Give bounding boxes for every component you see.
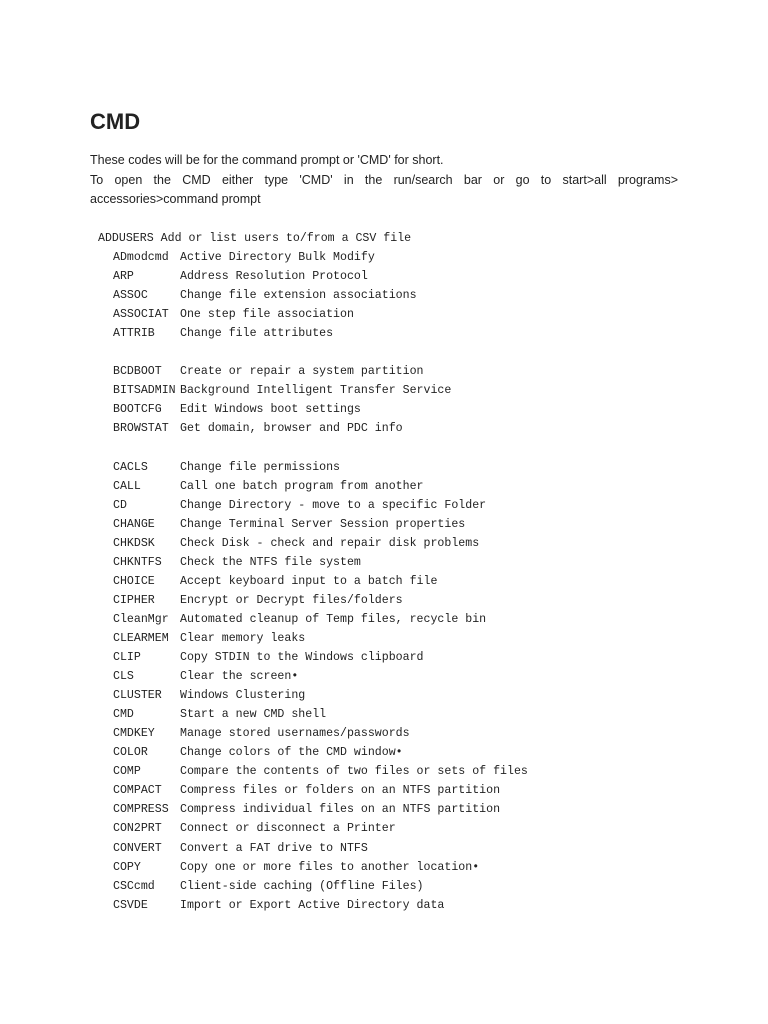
command-name: ADDUSERS — [98, 232, 154, 245]
command-row — [98, 610, 528, 629]
command-name: COMPRESS — [113, 803, 169, 817]
command-description: Convert a FAT drive to NTFS — [180, 841, 368, 855]
command-description: Compress individual files on an NTFS partition — [180, 803, 501, 817]
command-description: Clear the screen• — [180, 670, 299, 684]
command-row — [98, 629, 528, 648]
command-name: CALL — [113, 479, 141, 493]
command-row — [98, 667, 528, 686]
command-name: CMDKEY — [113, 727, 155, 741]
command-row — [98, 305, 528, 324]
command-description: Compress files or folders on an NTFS partition — [180, 784, 501, 798]
command-description: Check the NTFS file system — [180, 555, 361, 569]
command-description: Windows Clustering — [180, 689, 306, 703]
command-description: Background Intelligent Transfer Service — [180, 384, 452, 398]
intro-line-1: These codes will be for the command prompt or 'CMD' for short. — [90, 153, 444, 167]
command-name: ADmodcmd — [113, 251, 169, 265]
command-description: Call one batch program from another — [180, 479, 424, 493]
command-row — [98, 515, 528, 534]
command-name: BOOTCFG — [113, 403, 162, 417]
command-description: One step file association — [180, 308, 354, 322]
command-description: Change file permissions — [180, 460, 341, 474]
command-description: Add or list users to/from a CSV file — [160, 232, 412, 245]
command-description: Encrypt or Decrypt files/folders — [180, 593, 403, 607]
command-name: CSCcmd — [113, 879, 155, 893]
command-name: BCDBOOT — [113, 365, 162, 379]
command-name: CMD — [113, 708, 134, 722]
command-description: Edit Windows boot settings — [180, 403, 361, 417]
command-name: CLS — [113, 670, 134, 684]
command-row — [98, 324, 528, 343]
command-row — [98, 400, 528, 419]
command-list — [98, 229, 528, 934]
command-row — [98, 591, 528, 610]
command-name: ARP — [113, 270, 134, 284]
command-name: COMPACT — [113, 784, 162, 798]
command-name: CSVDE — [113, 898, 148, 912]
command-description: Active Directory Bulk Modify — [180, 251, 375, 265]
command-row — [98, 248, 528, 267]
command-name: CHKNTFS — [113, 555, 162, 569]
command-description: Client-side caching (Offline Files) — [180, 879, 424, 893]
command-row — [98, 267, 528, 286]
command-description: Change file attributes — [180, 327, 334, 341]
command-row — [98, 762, 528, 781]
command-name: COLOR — [113, 746, 148, 760]
command-name: CACLS — [113, 460, 148, 474]
command-description: Change Terminal Server Session properties — [180, 517, 466, 531]
command-row — [98, 572, 528, 591]
command-name: CLEARMEM — [113, 631, 169, 645]
command-name: CD — [113, 498, 127, 512]
command-row — [98, 858, 528, 877]
command-description: Import or Export Active Directory data — [180, 898, 445, 912]
command-name: CLUSTER — [113, 689, 162, 703]
command-name: ATTRIB — [113, 327, 155, 341]
intro-text — [90, 151, 678, 210]
command-name: CONVERT — [113, 841, 162, 855]
command-description: Change colors of the CMD window• — [180, 746, 403, 760]
intro-line-2: To open the CMD either type 'CMD' in the run/search bar or go to start>all programs> accessories>command prompt — [90, 172, 678, 206]
command-row — [98, 286, 528, 305]
command-row — [98, 648, 528, 667]
command-row — [98, 229, 528, 248]
command-name: ASSOCIAT — [113, 308, 169, 322]
command-row — [98, 705, 528, 724]
command-row — [98, 419, 528, 438]
command-description: Copy one or more files to another location• — [180, 860, 480, 874]
command-name: CHKDSK — [113, 536, 155, 550]
command-description: Copy STDIN to the Windows clipboard — [180, 651, 424, 665]
command-description: Get domain, browser and PDC info — [180, 422, 403, 436]
command-description: Clear memory leaks — [180, 631, 306, 645]
command-name: BITSADMIN — [113, 384, 176, 398]
command-row — [98, 458, 528, 477]
command-name: CON2PRT — [113, 822, 162, 836]
command-description: Check Disk - check and repair disk problems — [180, 536, 480, 550]
command-row — [98, 477, 528, 496]
command-description: Address Resolution Protocol — [180, 270, 368, 284]
command-row — [98, 819, 528, 838]
command-row — [98, 743, 528, 762]
command-description: Change file extension associations — [180, 289, 417, 303]
command-name: CHOICE — [113, 574, 155, 588]
command-row — [98, 800, 528, 819]
command-description: Change Directory - move to a specific Folder — [180, 498, 487, 512]
page-title: CMD — [90, 109, 141, 134]
command-name: BROWSTAT — [113, 422, 169, 436]
command-row — [98, 381, 528, 400]
command-name: CLIP — [113, 651, 141, 665]
command-name: CHANGE — [113, 517, 155, 531]
command-description: Start a new CMD shell — [180, 708, 327, 722]
command-row — [98, 362, 528, 381]
command-name: CleanMgr — [113, 612, 169, 626]
command-row — [98, 724, 528, 743]
command-description: Connect or disconnect a Printer — [180, 822, 396, 836]
command-description: Automated cleanup of Temp files, recycle bin — [180, 612, 487, 626]
command-name: CIPHER — [113, 593, 155, 607]
command-name: ASSOC — [113, 289, 148, 303]
command-row — [98, 496, 528, 515]
command-description: Compare the contents of two files or sets of files — [180, 765, 528, 779]
command-description: Manage stored usernames/passwords — [180, 727, 410, 741]
command-row — [98, 781, 528, 800]
command-description: Create or repair a system partition — [180, 365, 424, 379]
command-row — [98, 553, 528, 572]
command-name: COPY — [113, 860, 141, 874]
command-group — [98, 458, 528, 915]
command-description: Accept keyboard input to a batch file — [180, 574, 438, 588]
command-group — [98, 362, 528, 438]
command-row — [98, 839, 528, 858]
command-row — [98, 686, 528, 705]
command-row — [98, 534, 528, 553]
command-row — [98, 877, 528, 896]
command-group — [98, 229, 528, 343]
command-name: COMP — [113, 765, 141, 779]
command-row — [98, 896, 528, 915]
